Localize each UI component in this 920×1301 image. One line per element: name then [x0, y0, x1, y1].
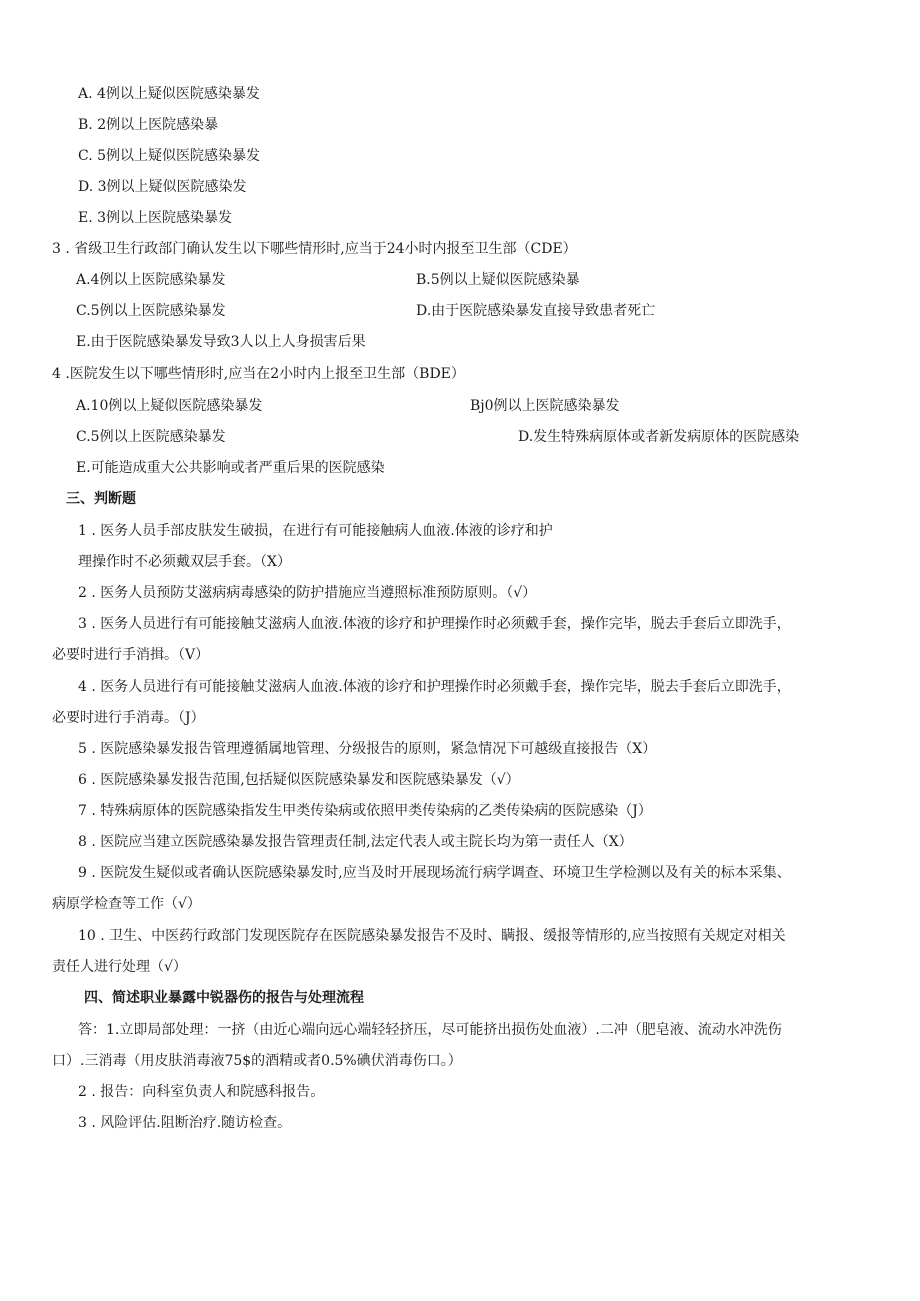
judgement-10-line1: 10 . 卫生、中医药行政部门发现医院存在医院感染暴发报告不及时、瞒报、缓报等情形的,应当按照有关规定对相关 [78, 928, 786, 944]
judgement-4-line2: 必要时进行手消毒。（J） [52, 710, 205, 726]
q4-option-a: A.10例以上疑似医院感染暴发 [76, 398, 263, 414]
judgement-8: 8 . 医院应当建立医院感染暴发报告管理责任制,法定代表人或主院长均为第一责任人（X） [78, 834, 633, 850]
answer-2: 2 . 报告：向科室负责人和院感科报告。 [78, 1084, 325, 1100]
answer-3: 3 . 风险评估.阻断治疗.随访检查。 [78, 1115, 292, 1131]
judgement-4-line1: 4 . 医务人员进行有可能接触艾滋病人血液.体液的诊疗和护理操作时必须戴手套，操作完毕，脱去手套后立即洗手， [78, 679, 791, 695]
q2-option-c: C. 5例以上疑似医院感染暴发 [78, 148, 261, 164]
judgement-2: 2 . 医务人员预防艾滋病病毒感染的防护措施应当遵照标准预防原则。（√） [78, 585, 537, 601]
judgement-5: 5 . 医院感染暴发报告管理遵循属地管理、分级报告的原则，紧急情况下可越级直接报告（X） [78, 741, 657, 757]
q2-option-a: A. 4例以上疑似医院感染暴发 [78, 86, 260, 102]
q2-option-d: D. 3例以上疑似医院感染发 [78, 179, 247, 195]
q3-option-d: D.由于医院感染暴发直接导致患者死亡 [416, 303, 656, 319]
q2-option-b: B. 2例以上医院感染暴 [78, 117, 219, 133]
q3-option-a: A.4例以上医院感染暴发 [76, 272, 226, 288]
q3-stem: 3 . 省级卫生行政部门确认发生以下哪些情形时,应当于24小时内报至卫生部（CDE） [52, 241, 577, 257]
judgement-1-line1: 1 . 医务人员手部皮肤发生破损，在进行有可能接触病人血液.体液的诊疗和护 [78, 523, 553, 539]
answer-1-line2: 口）.三消毒（用皮肤消毒液75$的酒精或者0.5%碘伏消毒伤口。） [52, 1053, 462, 1069]
judgement-9-line2: 病原学检查等工作（√） [52, 896, 201, 912]
judgement-7: 7 . 特殊病原体的医院感染指发生甲类传染病或依照甲类传染病的乙类传染病的医院感染（J） [78, 803, 652, 819]
judgement-6: 6 . 医院感染暴发报告范围,包括疑似医院感染暴发和医院感染暴发（√） [78, 772, 520, 788]
judgement-9-line1: 9 . 医院发生疑似或者确认医院感染暴发时,应当及时开展现场流行病学调查、环境卫生学检测以及有关的标本采集、 [78, 865, 791, 881]
q4-option-c: C.5例以上医院感染暴发 [76, 429, 226, 445]
section-title-short-answer: 四、简述职业暴露中锐器伤的报告与处理流程 [84, 990, 364, 1006]
judgement-3-line2: 必要时进行手消揖。（V） [52, 647, 210, 663]
q4-option-e: E.可能造成重大公共影响或者严重后果的医院感染 [76, 460, 385, 476]
q3-option-c: C.5例以上医院感染暴发 [76, 303, 226, 319]
q4-option-b: Bj0例以上医院感染暴发 [470, 398, 620, 414]
q3-option-b: B.5例以上疑似医院感染暴 [416, 272, 580, 288]
q2-option-e: E. 3例以上医院感染暴发 [78, 210, 233, 226]
q4-stem: 4 .医院发生以下哪些情形时,应当在2小时内上报至卫生部（BDE） [52, 366, 465, 382]
q4-option-d: D.发生特殊病原体或者新发病原体的医院感染 [518, 429, 800, 445]
q3-option-e: E.由于医院感染暴发导致3人以上人身损害后果 [76, 334, 366, 350]
judgement-10-line2: 责任人进行处理（√） [52, 959, 187, 975]
answer-1-line1: 答：1.立即局部处理：一挤（由近心端向远心端轻轻挤压，尽可能挤出损伤处血液）.二冲（肥皂液、流动水冲洗伤 [78, 1022, 782, 1038]
judgement-3-line1: 3 . 医务人员进行有可能接触艾滋病人血液.体液的诊疗和护理操作时必须戴手套，操作完毕，脱去手套后立即洗手， [78, 616, 791, 632]
section-title-judgement: 三、判断题 [66, 491, 136, 507]
judgement-1-line2: 理操作时不必须戴双层手套。（X） [78, 554, 291, 570]
